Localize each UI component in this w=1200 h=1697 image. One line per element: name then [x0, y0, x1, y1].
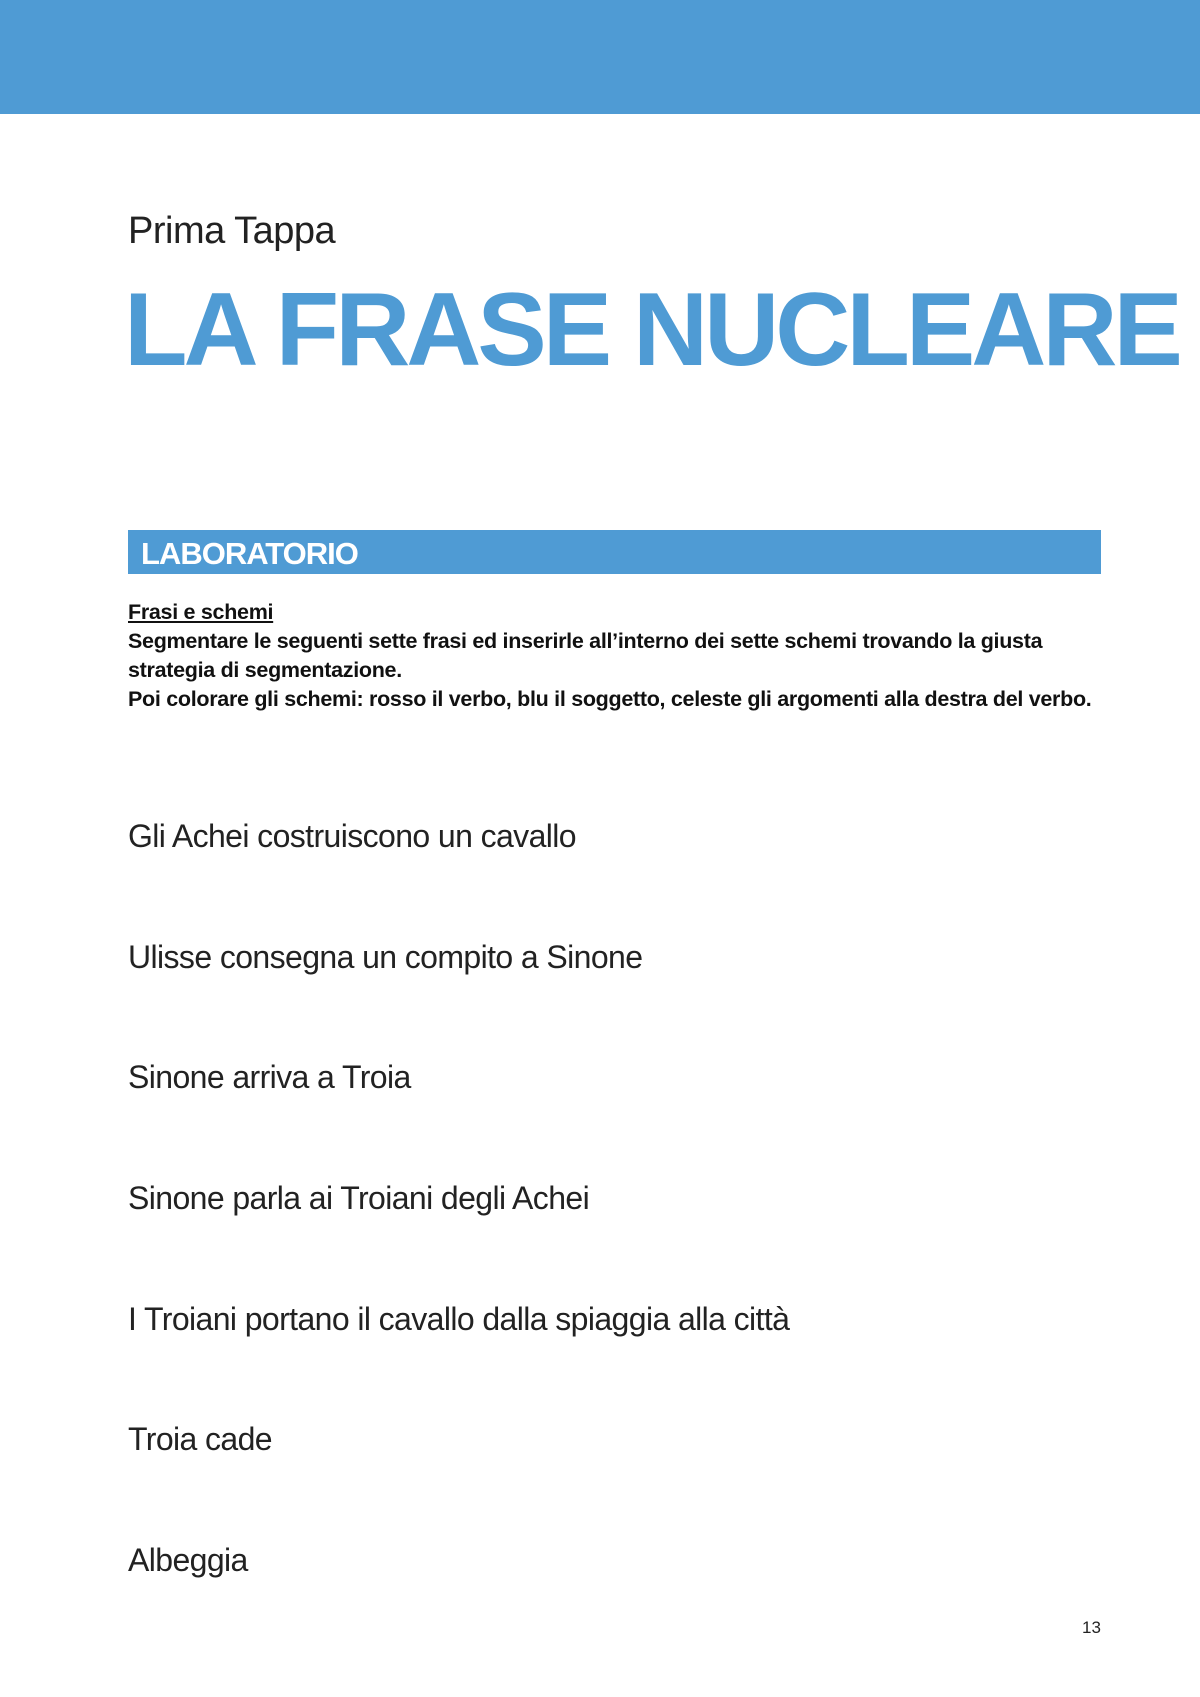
sentence-6: Troia cade	[128, 1421, 273, 1457]
page-title: LA FRASE NUCLEARE	[124, 272, 1179, 388]
sentence-3: Sinone arriva a Troia	[128, 1059, 411, 1095]
stage-label: Prima Tappa	[128, 210, 336, 252]
sentence-4: Sinone parla ai Troiani degli Achei	[128, 1180, 590, 1216]
page-number: 13	[1082, 1618, 1101, 1637]
sentence-5: I Troiani portano il cavallo dalla spiaggia alla città	[128, 1301, 790, 1337]
section-header-bar	[128, 530, 1101, 574]
header-band	[0, 0, 1200, 114]
instructions-block	[128, 598, 1103, 714]
sentence-7: Albeggia	[128, 1542, 248, 1578]
section-label: LABORATORIO	[141, 536, 358, 571]
instructions-subtitle: Frasi e schemi	[128, 600, 274, 624]
sentence-1: Gli Achei costruiscono un cavallo	[128, 818, 576, 854]
sentence-2: Ulisse consegna un compito a Sinone	[128, 939, 643, 975]
instructions-text-1: Segmentare le seguenti sette frasi ed inserirle all’interno dei sette schemi trovando la giusta strategia di segmentazione.	[128, 629, 1043, 682]
instructions-text-2: Poi colorare gli schemi: rosso il verbo, blu il soggetto, celeste gli argomenti alla destra del verbo.	[128, 687, 1092, 711]
